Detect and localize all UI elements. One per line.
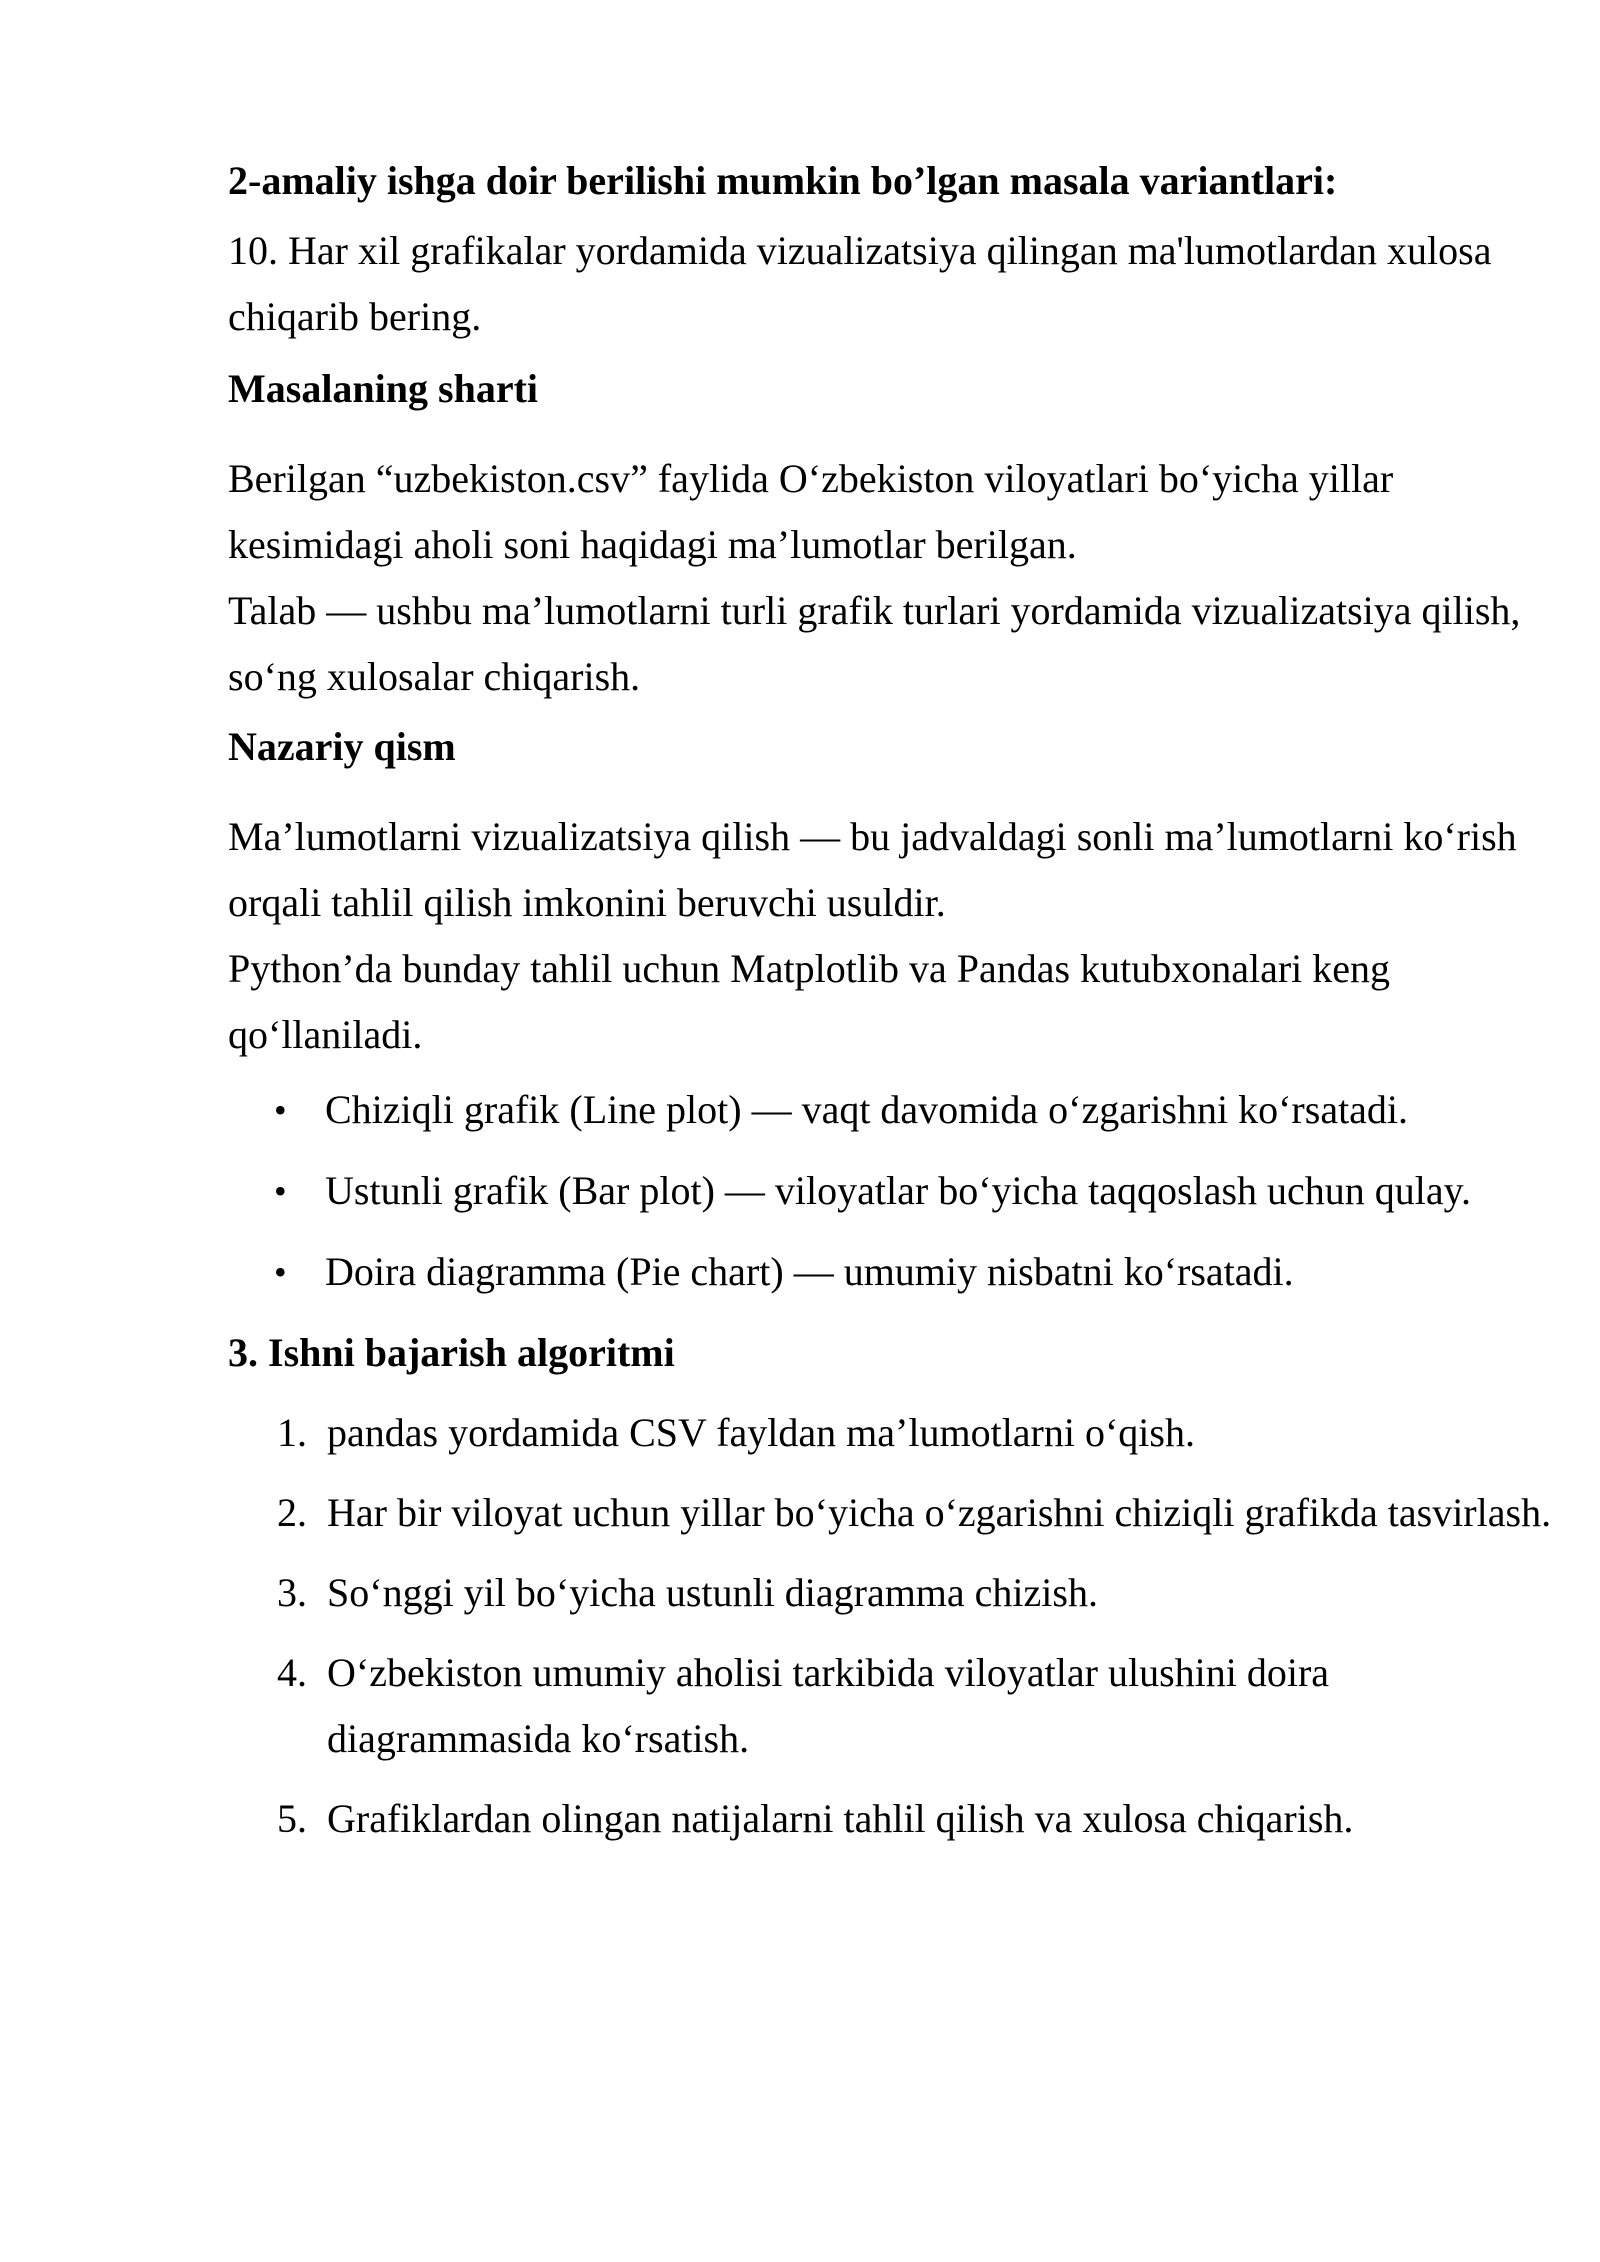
step-text: Grafiklardan olingan natijalarni tahlil qilish va xulosa chiqarish. — [327, 1796, 1354, 1841]
step-text: diagrammasida ko‘rsatish. — [327, 1716, 750, 1761]
bullet-icon: • — [274, 1252, 287, 1292]
bullet-text: Chiziqli grafik (Line plot) — vaqt davomida o‘zgarishni ko‘rsatadi. — [325, 1087, 1409, 1132]
text-line: Berilgan “uzbekiston.csv” faylida O‘zbekiston viloyatlari bo‘yicha yillar — [228, 456, 1394, 501]
nazariy-paragraph — [228, 804, 1517, 1068]
text-line: chiqarib bering. — [228, 294, 482, 339]
doc-title: 2-amaliy ishga doir berilishi mumkin bo’lgan masala variantlari: — [228, 158, 1338, 203]
bullet-text: Ustunli grafik (Bar plot) — viloyatlar bo‘yicha taqqoslash uchun qulay. — [325, 1168, 1472, 1213]
masala-paragraph — [228, 446, 1521, 710]
text-line: so‘ng xulosalar chiqarish. — [228, 654, 641, 699]
text-line: kesimidagi aholi soni haqidagi ma’lumotlar berilgan. — [228, 522, 1077, 567]
step-text: O‘zbekiston umumiy aholisi tarkibida viloyatlar ulushini doira — [327, 1650, 1330, 1695]
algorithm-steps-list — [228, 1400, 1552, 1852]
text-line: 10. Har xil grafikalar yordamida vizualizatsiya qilingan ma'lumotlardan xulosa — [228, 228, 1492, 273]
step-number: 2. — [277, 1490, 307, 1535]
step-item-4 — [228, 1640, 1490, 1772]
heading-masalaning-sharti: Masalaning sharti — [228, 366, 539, 411]
step-text: pandas yordamida CSV fayldan ma’lumotlarni o‘qish. — [327, 1410, 1195, 1455]
step-text: So‘nggi yil bo‘yicha ustunli diagramma chizish. — [327, 1570, 1098, 1615]
bullet-item-bar-plot — [228, 1158, 1490, 1224]
step-number: 1. — [277, 1410, 307, 1455]
heading-nazariy-qism: Nazariy qism — [228, 724, 456, 769]
text-line: Python’da bunday tahlil uchun Matplotlib va Pandas kutubxonalari keng — [228, 946, 1391, 991]
text-line: Ma’lumotlarni vizualizatsiya qilish — bu jadvaldagi sonli ma’lumotlarni ko‘rish — [228, 814, 1517, 859]
step-item-2 — [228, 1480, 1552, 1546]
bullet-icon: • — [274, 1090, 287, 1130]
step-text: Har bir viloyat uchun yillar bo‘yicha o‘zgarishni chiziqli grafikda tasvirlash. — [327, 1490, 1552, 1535]
step-number: 3. — [277, 1570, 307, 1615]
bullet-icon: • — [274, 1171, 287, 1211]
text-line: Talab — ushbu ma’lumotlarni turli grafik turlari yordamida vizualizatsiya qilish, — [228, 588, 1521, 633]
bullet-item-pie-chart — [228, 1239, 1490, 1305]
text-line: qo‘llaniladi. — [228, 1012, 423, 1057]
bullet-item-line-plot — [228, 1077, 1490, 1143]
chart-types-list — [228, 1077, 1490, 1305]
step-item-3 — [228, 1560, 1490, 1626]
bullet-text: Doira diagramma (Pie chart) — umumiy nisbatni ko‘rsatadi. — [325, 1249, 1294, 1294]
text-line: orqali tahlil qilish imkonini beruvchi usuldir. — [228, 880, 946, 925]
step-item-5 — [228, 1786, 1490, 1852]
task-paragraph — [228, 218, 1490, 350]
step-number: 4. — [277, 1650, 307, 1695]
step-item-1 — [228, 1400, 1490, 1466]
heading-ishni-bajarish-algoritmi: 3. Ishni bajarish algoritmi — [228, 1330, 675, 1375]
step-number: 5. — [277, 1796, 307, 1841]
